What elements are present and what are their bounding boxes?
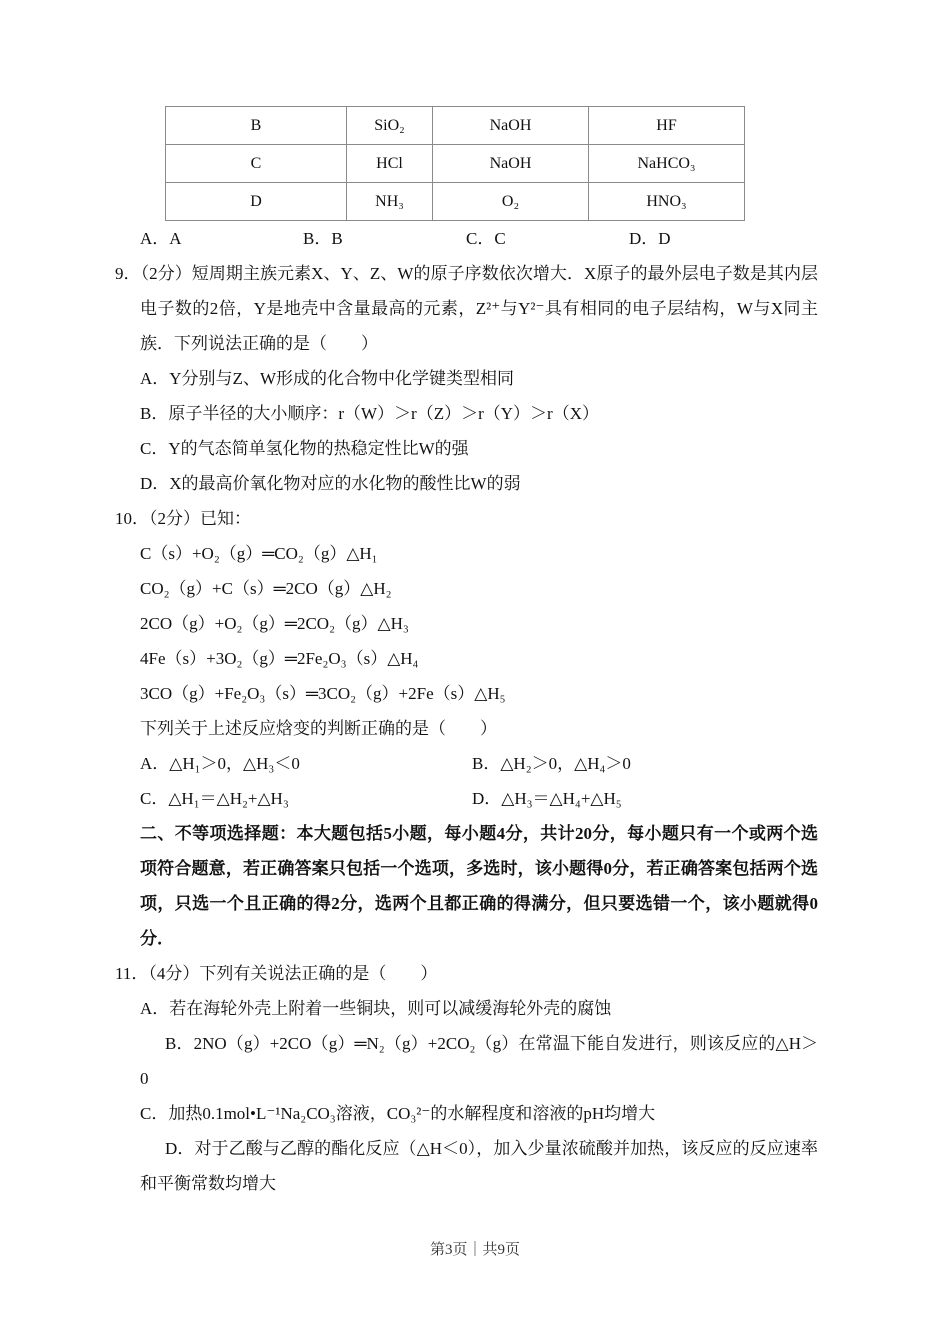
section-2-header: 二、不等项选择题：本大题包括5小题，每小题4分，共计20分，每小题只有一个或两个选项符合题意，若正确答案只包括一个选项，多选时，该小题得0分，若正确答案包括两个选项，只选一个且正确的得2分，选两个且都正确的得满分，但只要选错一个，该小题就得0分． bbox=[140, 824, 818, 948]
table-cell: C bbox=[166, 145, 347, 183]
question-10-equation-1: C（s）+O₂（g）═CO₂（g）△H₁ bbox=[140, 544, 378, 563]
table-cell: HCl bbox=[347, 145, 433, 183]
page-footer: 第3页｜共9页 bbox=[429, 1242, 520, 1258]
question-10-equation-2: CO₂（g）+C（s）═2CO（g）△H₂ bbox=[140, 579, 392, 598]
answer-option-c: C．C bbox=[466, 229, 506, 248]
question-10-equation-5: 3CO（g）+Fe₂O₃（s）═3CO₂（g）+2Fe（s）△H₅ bbox=[140, 684, 506, 703]
question-10-option-a: A．△H₁＞0，△H₃＜0 bbox=[140, 754, 300, 773]
table-cell: SiO₂ bbox=[347, 107, 433, 145]
question-9-option-c: C．Y的气态简单氢化物的热稳定性比W的强 bbox=[140, 439, 469, 458]
question-10-equation-3: 2CO（g）+O₂（g）═2CO₂（g）△H₃ bbox=[140, 614, 409, 633]
table-cell: NaOH bbox=[433, 107, 589, 145]
table-cell: NaOH bbox=[433, 145, 589, 183]
table-row bbox=[166, 145, 745, 183]
question-9-option-a: A．Y分别与Z、W形成的化合物中化学键类型相同 bbox=[140, 369, 514, 388]
choice-table bbox=[165, 106, 745, 221]
question-10-option-d: D．△H₃＝△H₄+△H₅ bbox=[472, 789, 622, 808]
page-content bbox=[115, 106, 818, 1201]
question-9-option-b: B．原子半径的大小顺序：r（W）＞r（Z）＞r（Y）＞r（X） bbox=[140, 404, 599, 423]
table-cell: NH₃ bbox=[347, 183, 433, 221]
question-11-option-b: B．2NO（g）+2CO（g）═N₂（g）+2CO₂（g）在常温下能自发进行，则该反应的△H＞0 bbox=[140, 1034, 818, 1088]
answer-option-a: A．A bbox=[140, 229, 182, 248]
answer-option-b: B．B bbox=[303, 229, 343, 248]
question-9-stem: 9．（2分）短周期主族元素X、Y、Z、W的原子序数依次增大．X原子的最外层电子数是其内层电子数的2倍，Y是地壳中含量最高的元素，Z²⁺与Y²⁻具有相同的电子层结构，W与X同主族．下列说法正确的是（ ） bbox=[115, 264, 818, 353]
table-cell: NaHCO₃ bbox=[589, 145, 745, 183]
table-row bbox=[166, 183, 745, 221]
question-11-option-a: A．若在海轮外壳上附着一些铜块，则可以减缓海轮外壳的腐蚀 bbox=[140, 999, 612, 1018]
table-cell: D bbox=[166, 183, 347, 221]
table-cell: O₂ bbox=[433, 183, 589, 221]
question-11-option-d: D．对于乙酸与乙醇的酯化反应（△H＜0），加入少量浓硫酸并加热，该反应的反应速率和平衡常数均增大 bbox=[140, 1139, 818, 1193]
table-cell: HF bbox=[589, 107, 745, 145]
question-10-options-row-1 bbox=[140, 746, 818, 781]
question-11-option-c: C．加热0.1mol•L⁻¹Na₂CO₃溶液，CO₃²⁻的水解程度和溶液的pH均增大 bbox=[140, 1104, 656, 1123]
question-10-options-row-2 bbox=[140, 781, 818, 816]
table-cell: HNO₃ bbox=[589, 183, 745, 221]
question-10-equation-4: 4Fe（s）+3O₂（g）═2Fe₂O₃（s）△H₄ bbox=[140, 649, 419, 668]
question-10-option-b: B．△H₂＞0，△H₄＞0 bbox=[472, 754, 631, 773]
question-9-option-d: D．X的最高价氧化物对应的水化物的酸性比W的弱 bbox=[140, 474, 521, 493]
table-row bbox=[166, 107, 745, 145]
question-10-stem: 10．（2分）已知： bbox=[115, 509, 251, 528]
question-11-stem: 11．（4分）下列有关说法正确的是（ ） bbox=[115, 964, 438, 983]
answer-option-d: D．D bbox=[629, 229, 671, 248]
question-10-option-c: C．△H₁＝△H₂+△H₃ bbox=[140, 789, 289, 808]
answer-options-row bbox=[140, 221, 818, 256]
table-cell: B bbox=[166, 107, 347, 145]
question-10-question-line: 下列关于上述反应焓变的判断正确的是（ ） bbox=[140, 719, 497, 738]
